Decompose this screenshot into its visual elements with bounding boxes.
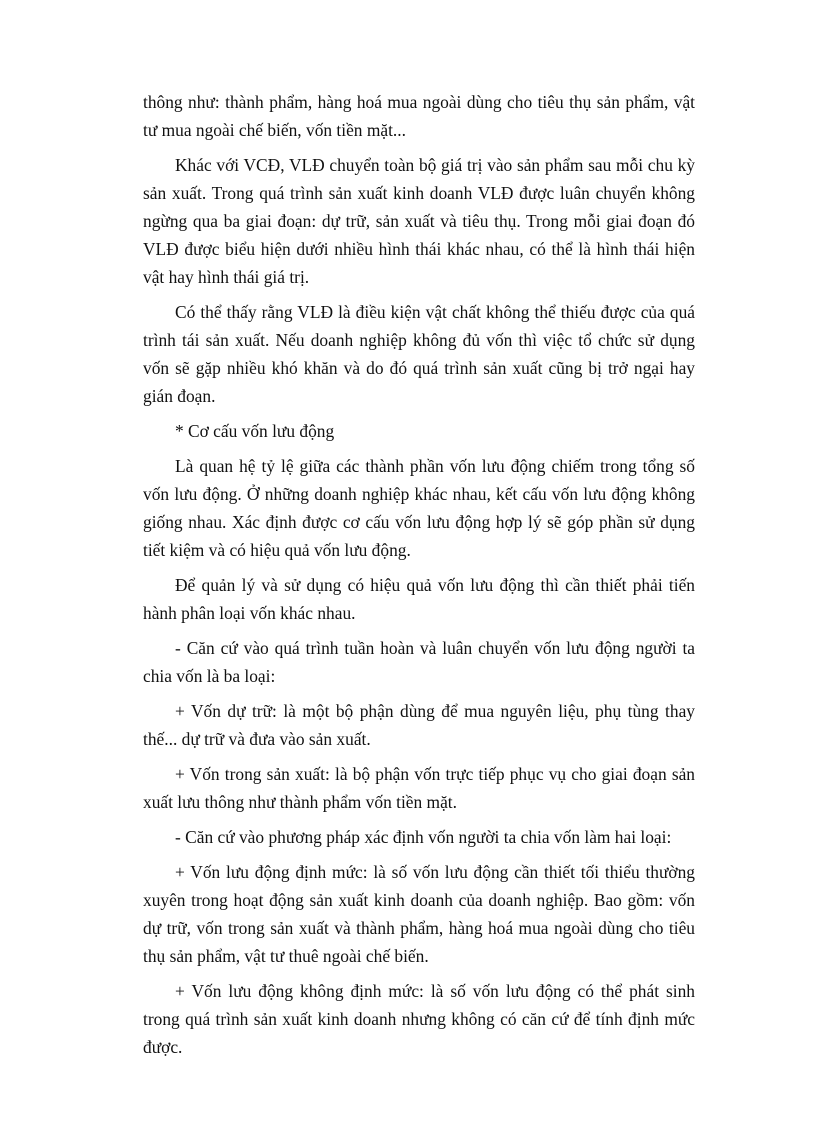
section-heading-structure: * Cơ cấu vốn lưu động	[175, 421, 335, 441]
paragraph-vld-importance: Có thể thấy rằng VLĐ là điều kiện vật chất không thể thiếu được của quá trình tái sản xuất. Nếu doanh nghiệp không đủ vốn thì việc tổ chức sử dụng vốn sẽ gặp nhiều khó khăn và do đó quá trình sản xuất cũng bị trở ngại hay gián đoạn.	[143, 302, 695, 406]
list-item-production-capital: + Vốn trong sản xuất: là bộ phận vốn trực tiếp phục vụ cho giai đoạn sản xuất lưu thông như thành phẩm vốn tiền mặt.	[143, 764, 695, 812]
paragraph-classification-intro: Để quản lý và sử dụng có hiệu quả vốn lưu động thì cần thiết phải tiến hành phân loại vốn khác nhau.	[143, 575, 695, 623]
list-item-circulation-basis: - Căn cứ vào quá trình tuần hoàn và luân chuyển vốn lưu động người ta chia vốn là ba loại:	[143, 638, 695, 686]
list-item-normed-capital: + Vốn lưu động định mức: là số vốn lưu động cần thiết tối thiểu thường xuyên trong hoạt động sản xuất kinh doanh của doanh nghiệp. Bao gồm: vốn dự trữ, vốn trong sản xuất và thành phẩm, hàng hoá mua ngoài dùng cho tiêu thụ sản phẩm, vật tư thuê ngoài chế biến.	[143, 862, 695, 966]
list-item-method-basis: - Căn cứ vào phương pháp xác định vốn người ta chia vốn làm hai loại:	[175, 827, 672, 847]
list-item-reserve-capital: + Vốn dự trữ: là một bộ phận dùng để mua nguyên liệu, phụ tùng thay thế... dự trữ và đưa vào sản xuất.	[143, 701, 695, 749]
paragraph-continuation: thông như: thành phẩm, hàng hoá mua ngoài dùng cho tiêu thụ sản phẩm, vật tư mua ngoài chế biến, vốn tiền mặt...	[143, 92, 695, 140]
paragraph-structure-definition: Là quan hệ tỷ lệ giữa các thành phần vốn lưu động chiếm trong tổng số vốn lưu động. Ở những doanh nghiệp khác nhau, kết cấu vốn lưu động không giống nhau. Xác định được cơ cấu vốn lưu động hợp lý sẽ góp phần sử dụng tiết kiệm và có hiệu quả vốn lưu động.	[143, 456, 695, 560]
paragraph-vld-transfer: Khác với VCĐ, VLĐ chuyển toàn bộ giá trị vào sản phẩm sau mỗi chu kỳ sản xuất. Trong quá trình sản xuất kinh doanh VLĐ được luân chuyển không ngừng qua ba giai đoạn: dự trữ, sản xuất và tiêu thụ. Trong mỗi giai đoạn đó VLĐ được biểu hiện dưới nhiều hình thái khác nhau, có thể là hình thái hiện vật hay hình thái giá trị.	[143, 155, 695, 287]
list-item-unnormed-capital: + Vốn lưu động không định mức: là số vốn lưu động có thể phát sinh trong quá trình sản xuất kinh doanh nhưng không có căn cứ để tính định mức được.	[143, 981, 695, 1057]
document-page	[143, 88, 695, 1068]
